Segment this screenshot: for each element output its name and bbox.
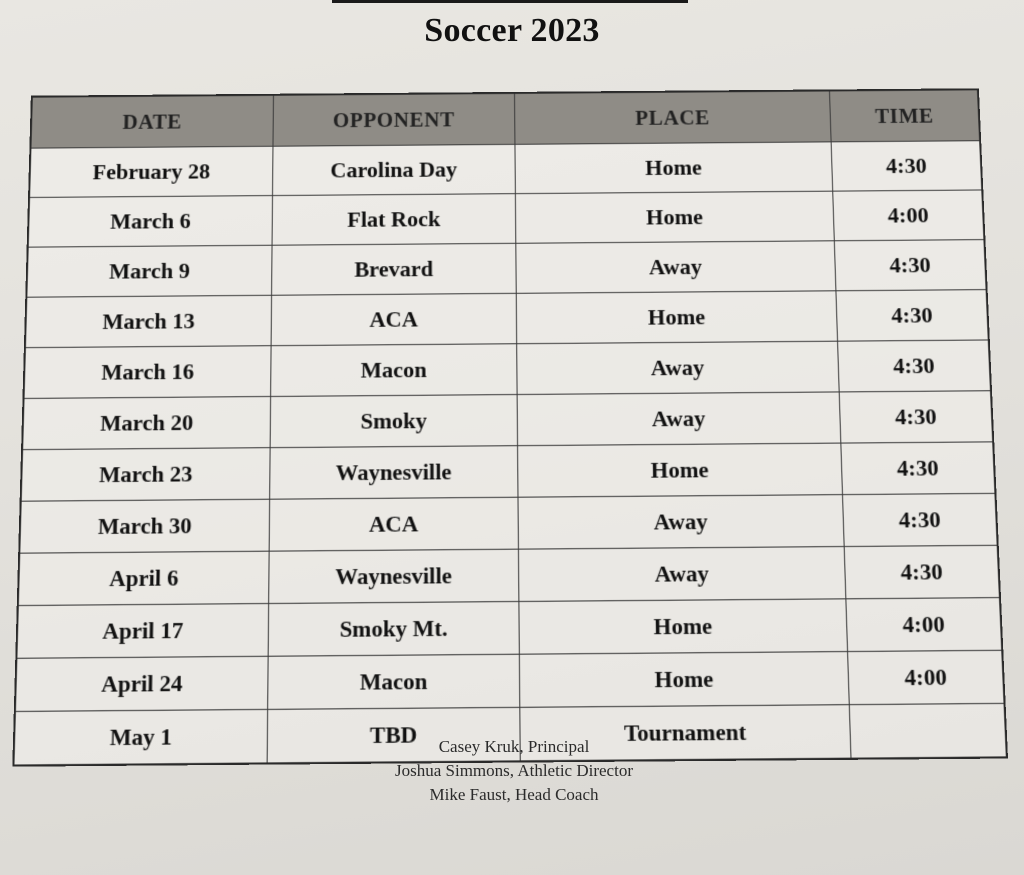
cell-opponent: Waynesville (268, 549, 518, 603)
table-row (25, 290, 989, 348)
cell-date: February 28 (29, 146, 273, 197)
table-row (21, 442, 996, 501)
table-row (22, 391, 993, 450)
cell-time: 4:00 (846, 598, 1002, 652)
schedule-table (12, 88, 1008, 766)
cell-date: March 6 (28, 196, 273, 248)
cell-place: Home (515, 191, 834, 243)
cell-place: Home (517, 443, 842, 497)
principal-line: Casey Kruk, Principal (438, 737, 590, 756)
table-row (19, 493, 997, 553)
cell-time: 4:00 (833, 190, 985, 241)
table-row (29, 141, 982, 198)
cell-opponent: Brevard (271, 243, 516, 295)
cell-time: 4:30 (842, 493, 997, 546)
header-time: TIME (829, 89, 980, 142)
cell-opponent: Smoky (270, 395, 518, 448)
cell-time: 4:30 (834, 240, 986, 291)
cell-place: Tournament (520, 705, 851, 762)
cell-date: April 6 (18, 551, 269, 605)
cell-date: March 23 (21, 448, 270, 502)
header-date: DATE (30, 95, 273, 148)
cell-date: March 9 (26, 245, 271, 297)
cell-place: Home (515, 142, 833, 194)
athletic-director-line: Joshua Simmons, Athletic Director (395, 761, 633, 780)
cell-opponent: Macon (267, 654, 519, 709)
table-row (28, 190, 985, 247)
cell-opponent: ACA (271, 293, 517, 345)
cell-time: 4:30 (838, 340, 991, 392)
cell-place: Home (516, 291, 837, 344)
table-row (16, 598, 1002, 659)
top-rule (332, 0, 688, 3)
cell-place: Away (517, 341, 840, 394)
table-row (24, 340, 991, 398)
header-opponent: OPPONENT (273, 93, 515, 146)
cell-opponent: Macon (270, 344, 517, 397)
cell-place: Away (516, 241, 836, 294)
header-place: PLACE (514, 90, 831, 144)
table-row (26, 240, 986, 298)
cell-date: April 17 (16, 604, 268, 659)
cell-time: 4:30 (844, 545, 1000, 599)
cell-place: Home (519, 599, 848, 654)
cell-place: Away (517, 392, 841, 446)
cell-time: 4:30 (841, 442, 996, 495)
cell-date: May 1 (13, 709, 267, 765)
cell-place: Home (519, 652, 849, 708)
cell-time: 4:30 (831, 141, 982, 191)
page-title: Soccer 2023 (424, 12, 600, 49)
cell-opponent: Waynesville (269, 446, 518, 500)
cell-opponent: Carolina Day (272, 144, 515, 195)
head-coach-line: Mike Faust, Head Coach (429, 785, 599, 804)
cell-opponent: ACA (269, 497, 519, 551)
cell-time: 4:30 (839, 391, 993, 443)
table-row (18, 545, 1000, 605)
schedule-sheet (12, 88, 1008, 766)
cell-date: March 30 (19, 499, 269, 553)
signature-block (0, 735, 1024, 807)
cell-date: March 20 (22, 396, 270, 449)
cell-date: April 24 (15, 656, 268, 711)
cell-place: Away (518, 495, 844, 550)
cell-date: March 13 (25, 295, 271, 347)
cell-time: 4:30 (836, 290, 989, 342)
header-row (30, 89, 980, 148)
cell-place: Away (518, 547, 845, 602)
cell-date: March 16 (24, 346, 271, 399)
cell-opponent: TBD (267, 707, 520, 763)
cell-time: 4:00 (848, 650, 1005, 704)
table-row (15, 650, 1005, 711)
cell-opponent: Flat Rock (272, 194, 516, 246)
cell-opponent: Smoky Mt. (268, 601, 519, 656)
